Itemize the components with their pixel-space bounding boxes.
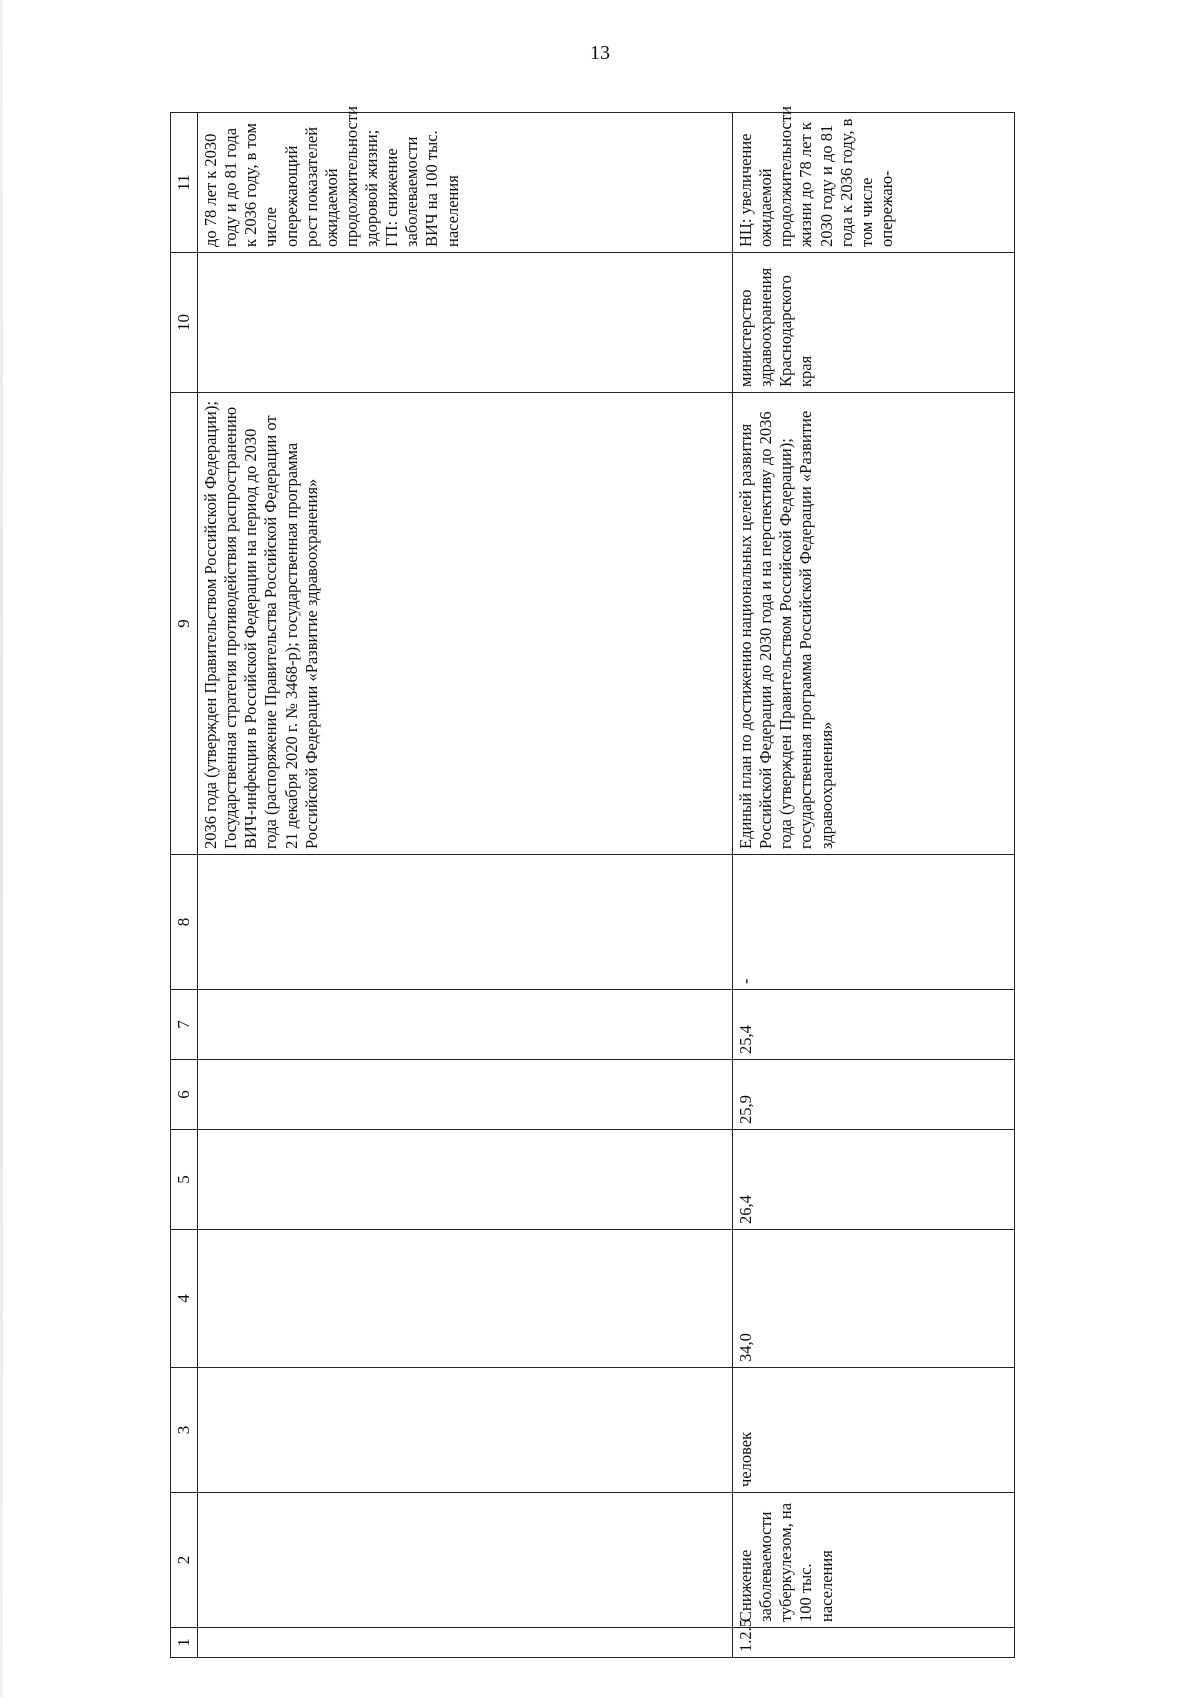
scan-edge xyxy=(0,0,3,1697)
value-col5: 26,4 xyxy=(733,1130,1015,1230)
indicator-name: Снижение заболеваемости туберкулезом, на 100 тыс. населения xyxy=(733,1493,1015,1628)
header-row xyxy=(171,113,198,1658)
value-col8: - xyxy=(733,855,1015,990)
row-number: 1.2.5 xyxy=(733,1628,1015,1658)
rotated-table-container xyxy=(170,106,1015,1658)
target-indicator: НЦ: увеличение ожидаемой продолжительности жизни до 78 лет к 2030 году и до 81 года к 2036 году, в том числе опережаю- xyxy=(733,113,1015,253)
indicators-table xyxy=(170,106,1015,1658)
unit: человек xyxy=(733,1368,1015,1493)
header-cell: 4 xyxy=(171,1230,198,1368)
table-cell xyxy=(198,1368,733,1493)
header-cell: 8 xyxy=(171,855,198,990)
table-row xyxy=(733,113,1015,1658)
table-cell xyxy=(198,1628,733,1658)
header-cell: 11 xyxy=(171,113,198,253)
basis-documents-continued: 2036 года (утвержден Правительством Российской Федерации); Государственная стратегия противодействия распространению ВИЧ-инфекции в Российской Федерации на период до 2030 года (распоряжение Правительства Российской Федерации от 21 декабря 2020 г. № 3468-р); государственная программа Российской Федерации «Развитие здравоохранения» xyxy=(198,393,733,855)
table-cell xyxy=(198,855,733,990)
value-col6: 25,9 xyxy=(733,1060,1015,1130)
table-cell xyxy=(198,1060,733,1130)
responsible-body: министерство здравоохранения Краснодарского края xyxy=(733,253,1015,393)
basis-documents: Единый план по достижению национальных целей развития Российской Федерации до 2030 года и на перспективу до 2036 года (утвержден Правительством Российской Федерации); государственная программа Российской Федерации «Развитие здравоохранения» xyxy=(733,393,1015,855)
header-cell: 7 xyxy=(171,990,198,1060)
header-cell: 2 xyxy=(171,1493,198,1628)
header-cell: 3 xyxy=(171,1368,198,1493)
table-cell xyxy=(198,990,733,1060)
value-col4: 34,0 xyxy=(733,1230,1015,1368)
header-cell: 10 xyxy=(171,253,198,393)
header-cell: 9 xyxy=(171,393,198,855)
target-indicator-continued: до 78 лет к 2030 году и до 81 года к 2036 году, в том числе опережающий рост показателей ожидаемой продолжительности здоровой жизни; ГП: снижение заболеваемости ВИЧ на 100 тыс. населения xyxy=(198,113,733,253)
table-cell xyxy=(198,1493,733,1628)
header-cell: 6 xyxy=(171,1060,198,1130)
table-cell xyxy=(198,1230,733,1368)
continued-row xyxy=(198,113,733,1658)
page-number: 13 xyxy=(590,42,610,64)
table-cell xyxy=(198,1130,733,1230)
header-cell: 1 xyxy=(171,1628,198,1658)
value-col7: 25,4 xyxy=(733,990,1015,1060)
header-cell: 5 xyxy=(171,1130,198,1230)
table-cell xyxy=(198,253,733,393)
